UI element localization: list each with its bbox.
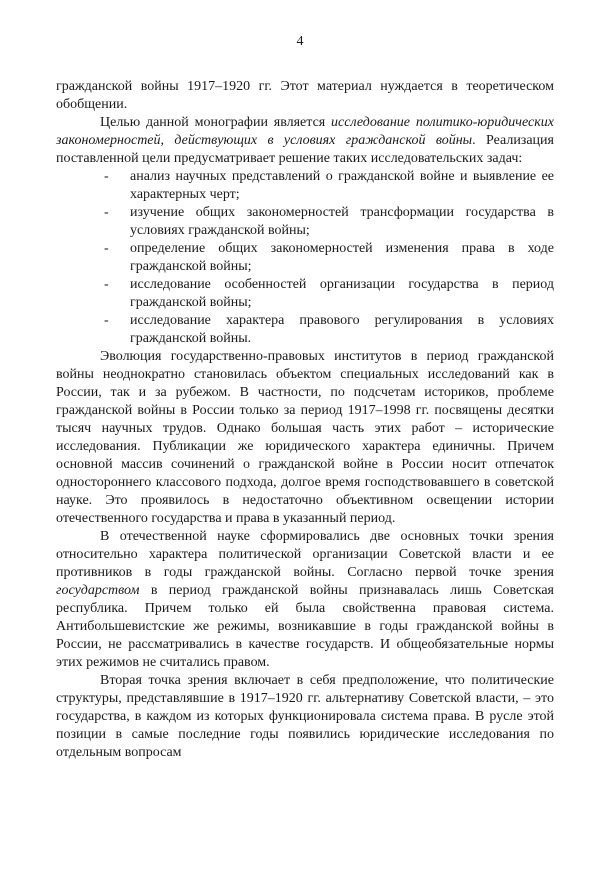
paragraph-4-rest: в период гражданской войны признавалась лишь Советская республика. Причем только ей была свойственна правовая система. Антибольшевистские же режимы, возникавшие в годы гражданской войны в России, не рассматривались в качестве государств. И общеобязательные нормы этих режимов не считались правом.: [56, 583, 554, 670]
body-text: [56, 78, 554, 762]
paragraph-3: Эволюция государственно-правовых институтов в период гражданской войны неоднократно становилась объектом специальных исследований как в России, так и за рубежом. В частности, по подсчетам историков, проблеме гражданской войны в России только за период 1917–1998 гг. посвящены десятки тысяч научных трудов. Однако большая часть этих работ – исторические исследования. Публикации же юридического характера единичны. Причем основной массив сочинений о гражданской войне в России носит отпечаток одностороннего классового подхода, долгое время господствовавшего в советской науке. Это проявилось в недостаточно объективном освещении истории отечественного государства и права в указанный период.: [56, 349, 554, 526]
paragraph-2: [56, 114, 554, 168]
list-item-text: определение общих закономерностей изменения права в ходе гражданской войны;: [130, 241, 554, 274]
task-list: [56, 168, 554, 348]
list-item: [56, 312, 554, 348]
paragraph-4-lead: В отечественной науке сформировались две основных точки зрения относительно характера политической организации Советской власти и ее противников в годы гражданской войны. Согласно первой точке зрения: [56, 529, 554, 580]
paragraph-2-italic: исследование политико-юридических закономерностей, действующих в условиях гражданской войны: [56, 115, 554, 148]
list-dash: -: [104, 205, 109, 220]
list-dash: -: [104, 241, 109, 256]
paragraph-5: Вторая точка зрения включает в себя предположение, что политические структуры, представлявшие в 1917–1920 гг. альтернативу Советской власти, – это государства, в каждом из которых функционировала система права. В русле этой позиции в самые последние годы появились юридические исследования по отдельным вопросам: [56, 673, 554, 760]
list-item-text: изучение общих закономерностей трансформации государства в условиях гражданской войны;: [130, 205, 554, 238]
list-item: [56, 204, 554, 240]
page-number: 4: [296, 34, 304, 49]
paragraph-4-italic: государством: [56, 583, 140, 598]
list-item-text: анализ научных представлений о гражданской войне и выявление ее характерных черт;: [130, 169, 554, 202]
paragraph-2-lead: Целью данной монографии является: [100, 115, 332, 130]
paragraph-2-rest: . Реализация поставленной цели предусматривает решение таких исследовательских задач:: [56, 133, 554, 166]
list-item: [56, 240, 554, 276]
list-item: [56, 276, 554, 312]
paragraph-1: гражданской войны 1917–1920 гг. Этот материал нуждается в теоретическом обобщении.: [56, 79, 554, 112]
list-item-text: исследование характера правового регулирования в условиях гражданской войны.: [130, 313, 554, 346]
list-item: [56, 168, 554, 204]
list-dash: -: [104, 169, 109, 184]
paragraph-4: [56, 528, 554, 672]
list-dash: -: [104, 277, 109, 292]
list-dash: -: [104, 313, 109, 328]
list-item-text: исследование особенностей организации государства в период гражданской войны;: [130, 277, 554, 310]
